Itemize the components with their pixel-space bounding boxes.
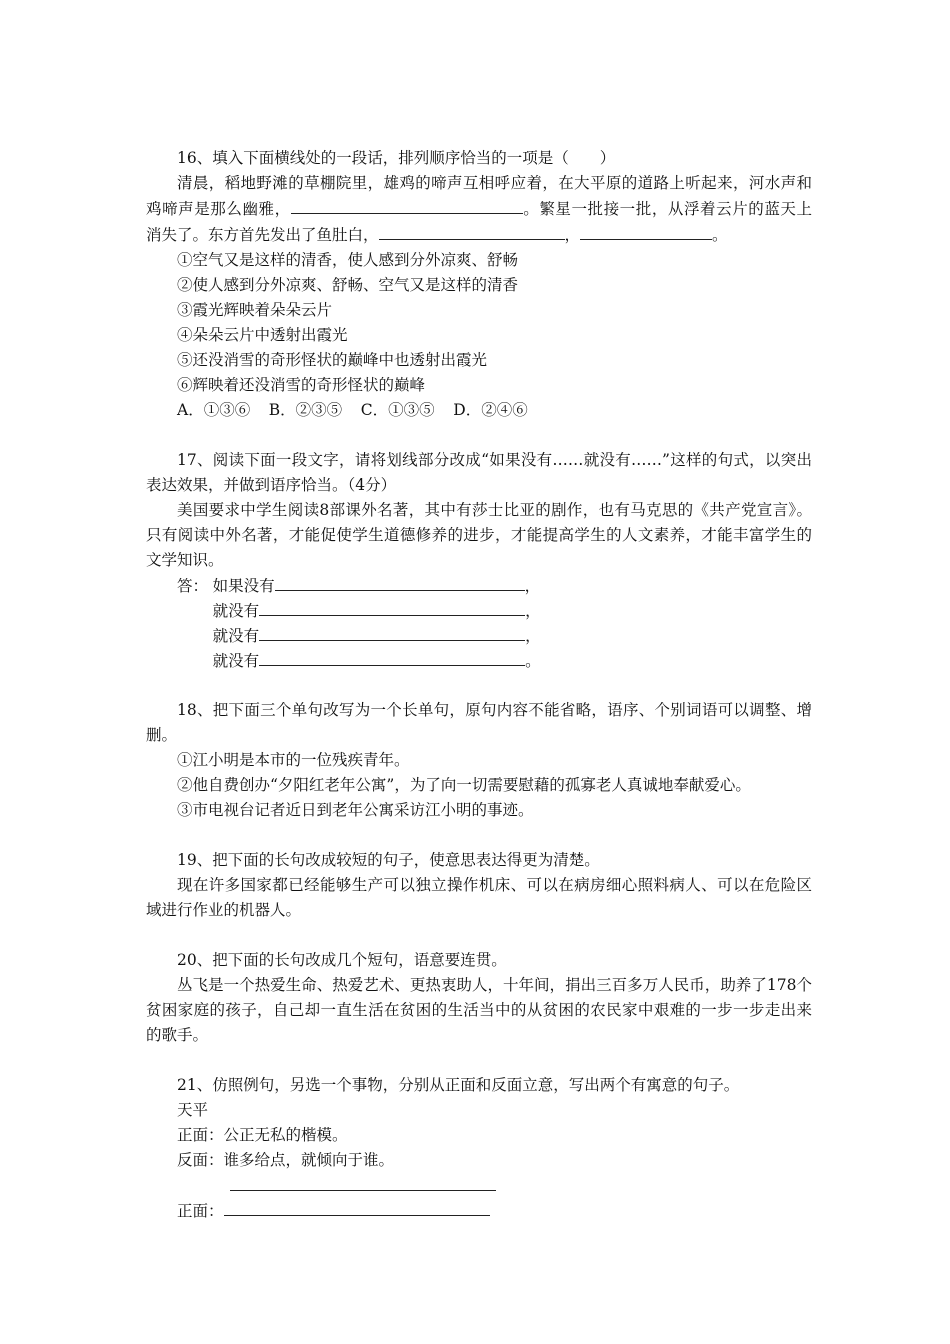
question-17-passage: 美国要求中学生阅读8部课外名著，其中有莎士比亚的剧作，也有马克思的《共产党宣言》。只有阅读中外名著，才能促使学生道德修养的进步，才能提高学生的人文素养，才能丰富学生的文学知识。: [146, 501, 812, 569]
answer-prefix: 就没有: [212, 602, 260, 620]
option-a[interactable]: A．①③⑥: [177, 401, 251, 419]
answer-row: [146, 1198, 812, 1223]
passage-text: 清晨，稻地野滩的草棚院里，雄鸡的啼声互相呼应着，在大平原的道路上听起来，河水声和鸡啼声是那么幽雅，: [146, 174, 812, 218]
question-16-title: 16、填入下面横线处的一段话，排列顺序恰当的一项是（ ）: [177, 149, 616, 167]
answer-end: ，: [525, 602, 541, 620]
answer-prefix: 就没有: [212, 627, 260, 645]
answer-blank[interactable]: [224, 1198, 490, 1216]
option-b[interactable]: B．②③⑤: [268, 401, 343, 419]
answer-label: 正面：: [177, 1202, 224, 1220]
answer-blank[interactable]: [230, 1173, 496, 1191]
passage-text: ，: [564, 226, 581, 244]
question-17: [146, 448, 812, 673]
choice-item: ②使人感到分外凉爽、舒畅、空气又是这样的清香: [177, 276, 519, 294]
answer-row: [146, 623, 812, 648]
question-19: [146, 848, 812, 923]
question-20-passage: 丛飞是一个热爱生命、热爱艺术、更热衷助人，十年间，捐出三百多万人民币，助养了178个贫困家庭的孩子，自己却一直生活在贫困的生活当中的从贫困的农民家中艰难的一步一步走出来的歌手。: [146, 976, 812, 1044]
answer-blank[interactable]: [379, 222, 565, 240]
answer-blank[interactable]: [259, 598, 525, 616]
question-18: [146, 698, 812, 823]
answer-end: ，: [524, 577, 541, 595]
question-17-title: 17、阅读下面一段文字，请将划线部分改成“如果没有……就没有……”这样的句式，以突出表达效果，并做到语序恰当。（4分）: [146, 451, 812, 494]
sentence-item: ③市电视台记者近日到老年公寓采访江小明的事迹。: [177, 801, 534, 819]
answer-prefix: 就没有: [212, 652, 260, 670]
question-19-passage: 现在许多国家都已经能够生产可以独立操作机床、可以在病房细心照料病人、可以在危险区域进行作业的机器人。: [146, 876, 812, 919]
question-16: [146, 146, 812, 423]
answer-prefix: 如果没有: [212, 577, 275, 595]
choice-item: ⑥辉映着还没消雪的奇形怪状的巅峰: [177, 376, 426, 394]
sentence-item: ①江小明是本市的一位残疾青年。: [177, 751, 410, 769]
example-positive: 正面：公正无私的楷模。: [177, 1126, 348, 1144]
passage-text: 。繁星一批接一批，从浮着云片的蓝天上消失了。东方首先发出了鱼肚白，: [146, 200, 812, 244]
answer-blank[interactable]: [259, 623, 525, 641]
question-18-title: 18、把下面三个单句改写为一个长单句，原句内容不能省略，语序、个别词语可以调整、增删。: [146, 701, 812, 744]
question-20: [146, 948, 812, 1048]
question-20-title: 20、把下面的长句改成几个短句，语意要连贯。: [177, 951, 507, 969]
answer-options: [146, 398, 812, 423]
answer-label: 答：: [177, 577, 209, 595]
question-19-title: 19、把下面的长句改成较短的句子，使意思表达得更为清楚。: [177, 851, 600, 869]
exam-page: [146, 146, 812, 1223]
question-21: [146, 1073, 812, 1223]
question-21-title: 21、仿照例句，另选一个事物，分别从正面和反面立意，写出两个有寓意的句子。: [177, 1076, 740, 1094]
choice-item: ④朵朵云片中透射出霞光: [177, 326, 348, 344]
choice-item: ①空气又是这样的清香，使人感到分外凉爽、舒畅: [177, 251, 519, 269]
answer-end: ，: [525, 627, 541, 645]
answer-row: [146, 1173, 812, 1198]
answer-row: [146, 598, 812, 623]
answer-blank[interactable]: [275, 573, 525, 591]
sentence-item: ②他自费创办“夕阳红老年公寓”，为了向一切需要慰藉的孤寡老人真诚地奉献爱心。: [177, 776, 751, 794]
choice-item: ③霞光辉映着朵朵云片: [177, 301, 333, 319]
answer-row: [146, 648, 812, 673]
answer-blank[interactable]: [580, 222, 712, 240]
answer-end: 。: [525, 652, 541, 670]
answer-blank[interactable]: [259, 648, 525, 666]
example-negative: 反面：谁多给点，就倾向于谁。: [177, 1151, 395, 1169]
answer-row: [146, 573, 812, 598]
option-d[interactable]: D．②④⑥: [453, 401, 528, 419]
answer-blank[interactable]: [291, 196, 523, 214]
example-word: 天平: [177, 1101, 209, 1119]
passage-text: 。: [712, 226, 728, 244]
option-c[interactable]: C．①③⑤: [360, 401, 435, 419]
choice-item: ⑤还没消雪的奇形怪状的巅峰中也透射出霞光: [177, 351, 488, 369]
question-16-passage: [146, 171, 812, 248]
